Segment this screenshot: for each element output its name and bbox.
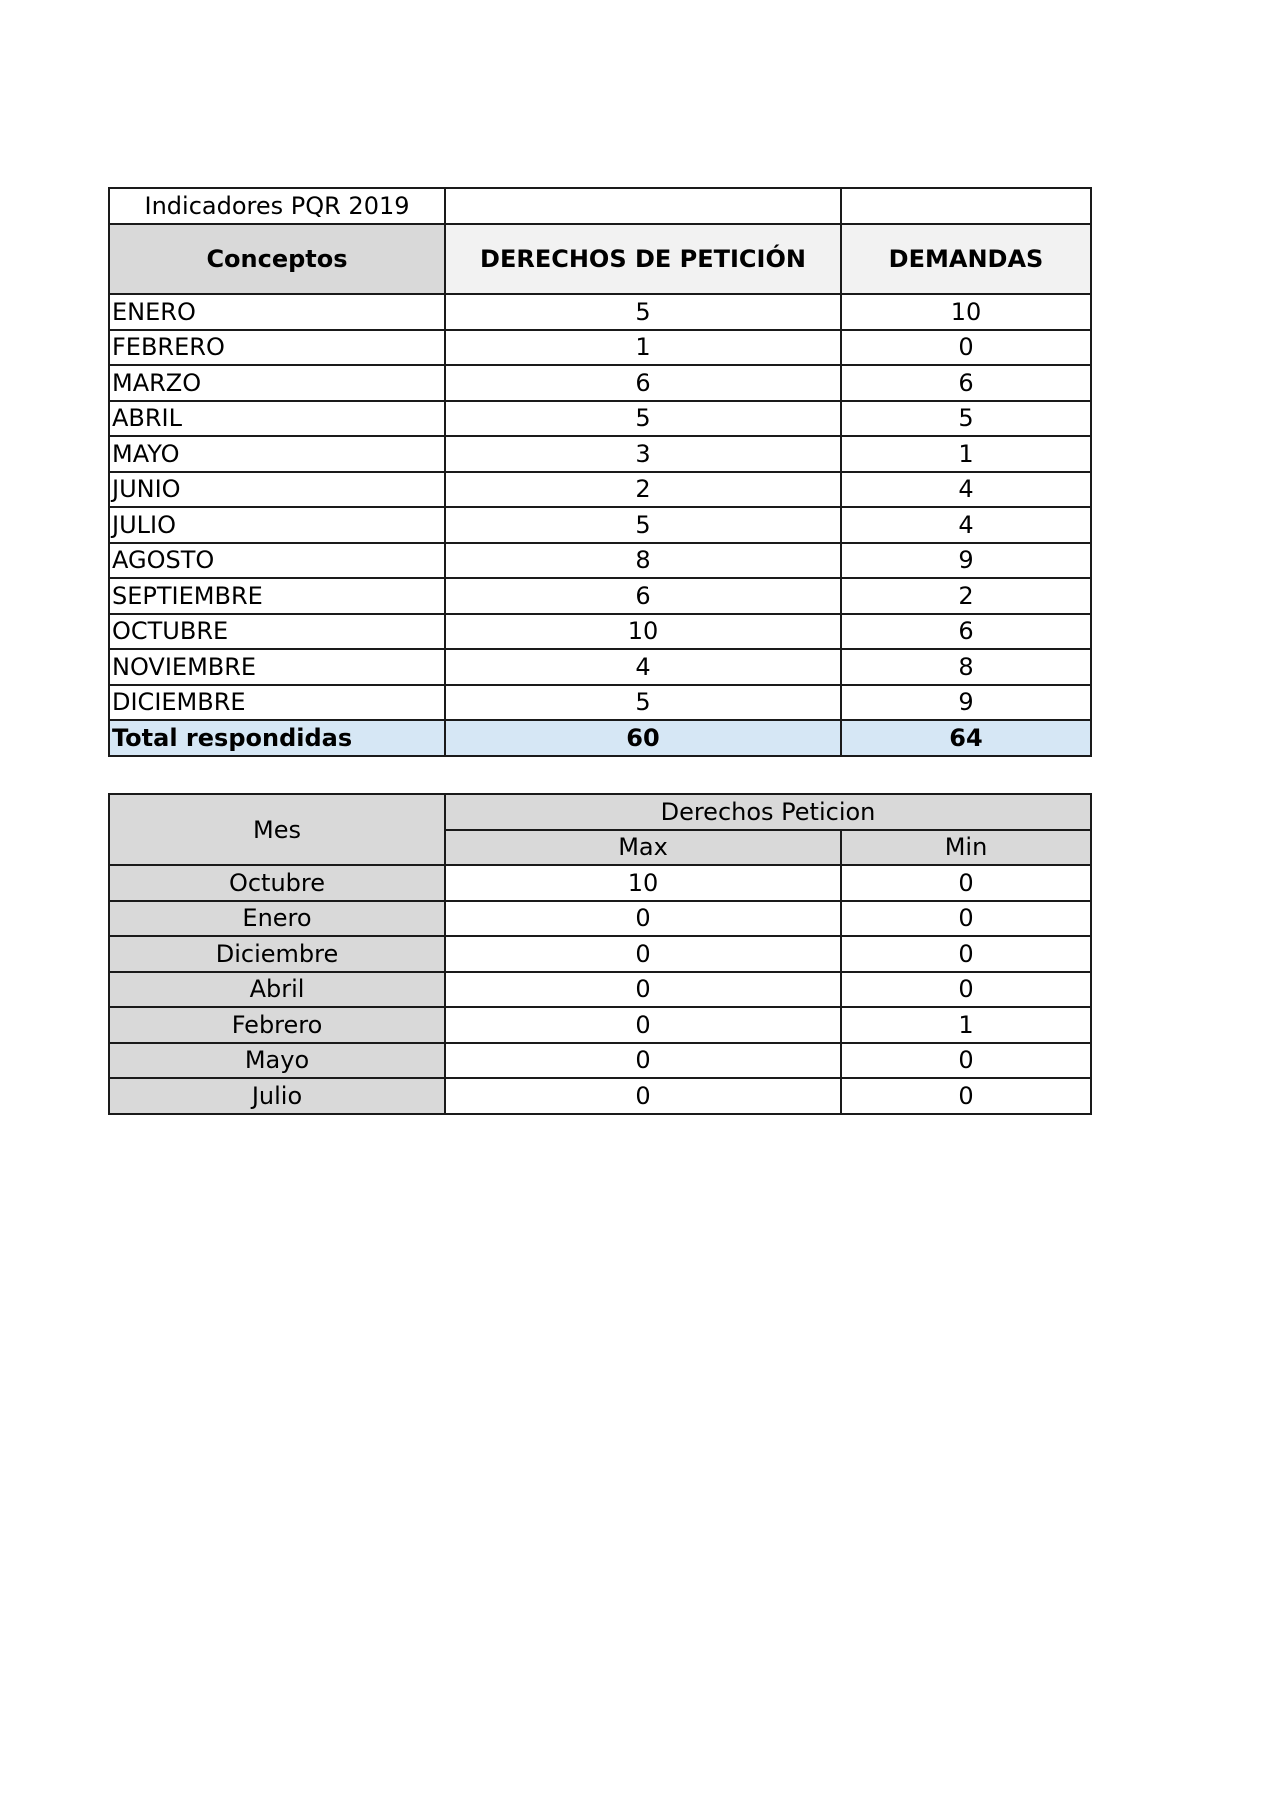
header-mes: Mes bbox=[109, 794, 445, 865]
max-cell: 10 bbox=[445, 865, 841, 901]
derechos-cell: 5 bbox=[445, 685, 841, 721]
pqr-indicators-table bbox=[108, 187, 1092, 757]
table-row bbox=[109, 649, 1091, 685]
empty-cell bbox=[841, 188, 1091, 224]
derechos-cell: 6 bbox=[445, 578, 841, 614]
month-cell: OCTUBRE bbox=[109, 614, 445, 650]
derechos-peticion-table bbox=[108, 793, 1092, 1115]
month-cell: DICIEMBRE bbox=[109, 685, 445, 721]
derechos-cell: 6 bbox=[445, 365, 841, 401]
month-cell: FEBRERO bbox=[109, 330, 445, 366]
min-cell: 0 bbox=[841, 972, 1091, 1008]
max-cell: 0 bbox=[445, 936, 841, 972]
max-cell: 0 bbox=[445, 1007, 841, 1043]
demandas-cell: 8 bbox=[841, 649, 1091, 685]
month-cell: MARZO bbox=[109, 365, 445, 401]
table-row bbox=[109, 901, 1091, 937]
mes-cell: Febrero bbox=[109, 1007, 445, 1043]
derechos-cell: 10 bbox=[445, 614, 841, 650]
demandas-cell: 0 bbox=[841, 330, 1091, 366]
demandas-cell: 6 bbox=[841, 614, 1091, 650]
min-cell: 0 bbox=[841, 1043, 1091, 1079]
header-derechos-peticion: DERECHOS DE PETICIÓN bbox=[445, 224, 841, 294]
month-cell: JUNIO bbox=[109, 472, 445, 508]
demandas-cell: 2 bbox=[841, 578, 1091, 614]
total-derechos: 60 bbox=[445, 720, 841, 756]
group-header-row bbox=[109, 794, 1091, 830]
table-row bbox=[109, 972, 1091, 1008]
table-row bbox=[109, 294, 1091, 330]
derechos-cell: 8 bbox=[445, 543, 841, 579]
header-row bbox=[109, 224, 1091, 294]
table-row bbox=[109, 1043, 1091, 1079]
demandas-cell: 6 bbox=[841, 365, 1091, 401]
max-cell: 0 bbox=[445, 972, 841, 1008]
header-conceptos: Conceptos bbox=[109, 224, 445, 294]
table-row bbox=[109, 614, 1091, 650]
table-row bbox=[109, 365, 1091, 401]
header-min: Min bbox=[841, 830, 1091, 866]
demandas-cell: 10 bbox=[841, 294, 1091, 330]
month-cell: JULIO bbox=[109, 507, 445, 543]
table-row bbox=[109, 472, 1091, 508]
min-cell: 0 bbox=[841, 1078, 1091, 1114]
demandas-cell: 5 bbox=[841, 401, 1091, 437]
table-row bbox=[109, 330, 1091, 366]
table-row bbox=[109, 1007, 1091, 1043]
table-row bbox=[109, 507, 1091, 543]
table-row bbox=[109, 936, 1091, 972]
demandas-cell: 9 bbox=[841, 543, 1091, 579]
min-cell: 0 bbox=[841, 865, 1091, 901]
month-cell: ABRIL bbox=[109, 401, 445, 437]
table-row bbox=[109, 578, 1091, 614]
derechos-cell: 4 bbox=[445, 649, 841, 685]
title-row bbox=[109, 188, 1091, 224]
total-label: Total respondidas bbox=[109, 720, 445, 756]
derechos-cell: 5 bbox=[445, 401, 841, 437]
table-row bbox=[109, 865, 1091, 901]
table-row bbox=[109, 401, 1091, 437]
table-title: Indicadores PQR 2019 bbox=[109, 188, 445, 224]
total-row bbox=[109, 720, 1091, 756]
mes-cell: Abril bbox=[109, 972, 445, 1008]
max-cell: 0 bbox=[445, 1043, 841, 1079]
mes-cell: Enero bbox=[109, 901, 445, 937]
table-row bbox=[109, 685, 1091, 721]
min-cell: 1 bbox=[841, 1007, 1091, 1043]
table-row bbox=[109, 543, 1091, 579]
min-cell: 0 bbox=[841, 936, 1091, 972]
demandas-cell: 9 bbox=[841, 685, 1091, 721]
derechos-cell: 2 bbox=[445, 472, 841, 508]
header-demandas: DEMANDAS bbox=[841, 224, 1091, 294]
derechos-cell: 5 bbox=[445, 507, 841, 543]
max-cell: 0 bbox=[445, 1078, 841, 1114]
demandas-cell: 4 bbox=[841, 507, 1091, 543]
table-row bbox=[109, 1078, 1091, 1114]
mes-cell: Julio bbox=[109, 1078, 445, 1114]
table-row bbox=[109, 436, 1091, 472]
empty-cell bbox=[445, 188, 841, 224]
min-cell: 0 bbox=[841, 901, 1091, 937]
derechos-cell: 1 bbox=[445, 330, 841, 366]
derechos-cell: 3 bbox=[445, 436, 841, 472]
header-derechos-peticion-group: Derechos Peticion bbox=[445, 794, 1091, 830]
month-cell: MAYO bbox=[109, 436, 445, 472]
mes-cell: Diciembre bbox=[109, 936, 445, 972]
demandas-cell: 4 bbox=[841, 472, 1091, 508]
month-cell: SEPTIEMBRE bbox=[109, 578, 445, 614]
max-cell: 0 bbox=[445, 901, 841, 937]
month-cell: AGOSTO bbox=[109, 543, 445, 579]
month-cell: ENERO bbox=[109, 294, 445, 330]
mes-cell: Octubre bbox=[109, 865, 445, 901]
derechos-cell: 5 bbox=[445, 294, 841, 330]
mes-cell: Mayo bbox=[109, 1043, 445, 1079]
total-demandas: 64 bbox=[841, 720, 1091, 756]
month-cell: NOVIEMBRE bbox=[109, 649, 445, 685]
header-max: Max bbox=[445, 830, 841, 866]
demandas-cell: 1 bbox=[841, 436, 1091, 472]
